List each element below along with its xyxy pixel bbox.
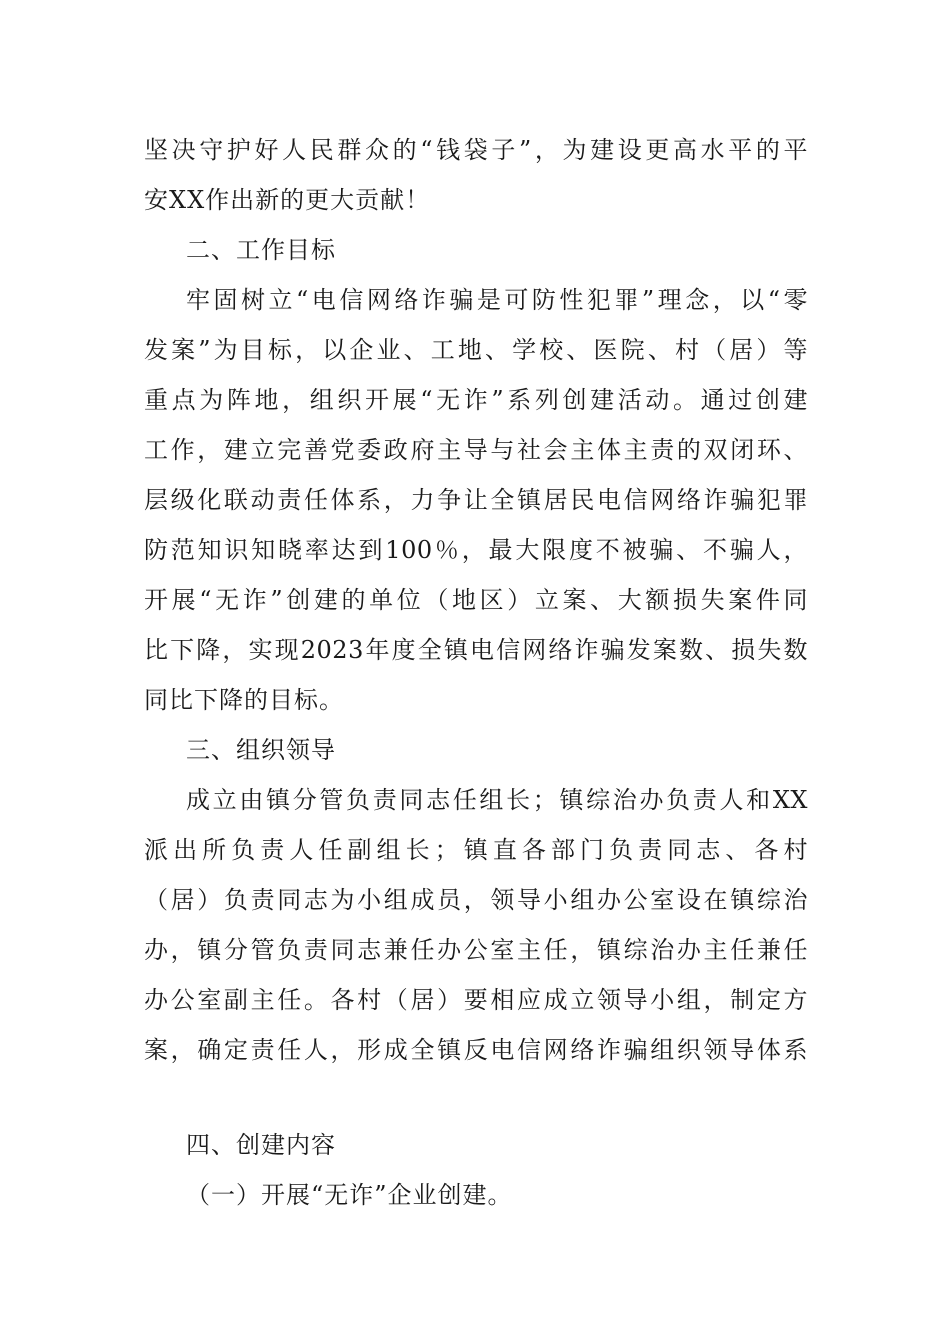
body-line: 发案”为目标，以企业、工地、学校、医院、村（居）等 xyxy=(144,336,808,364)
body-line: 坚决守护好人民群众的“钱袋子”，为建设更高水平的平 xyxy=(144,136,808,164)
body-line: 防范知识知晓率达到100％，最大限度不被骗、不骗人， xyxy=(144,536,808,564)
body-line: 牢固树立“电信网络诈骗是可防性犯罪”理念，以“零 xyxy=(186,286,808,314)
section-heading-goals: 二、工作目标 xyxy=(186,236,336,264)
body-line: 办，镇分管负责同志兼任办公室主任，镇综治办主任兼任 xyxy=(144,936,808,964)
body-line: 安XX作出新的更大贡献！ xyxy=(144,186,431,214)
body-line: 办公室副主任。各村（居）要相应成立领导小组，制定方 xyxy=(144,986,808,1014)
body-line: 开展“无诈”创建的单位（地区）立案、大额损失案件同 xyxy=(144,586,808,614)
body-line: 重点为阵地，组织开展“无诈”系列创建活动。通过创建 xyxy=(144,386,808,414)
body-line: 工作，建立完善党委政府主导与社会主体主责的双闭环、 xyxy=(144,436,808,464)
body-line: 层级化联动责任体系，力争让全镇居民电信网络诈骗犯罪 xyxy=(144,486,808,514)
body-line: （居）负责同志为小组成员，领导小组办公室设在镇综治 xyxy=(144,886,808,914)
body-line: 比下降，实现2023年度全镇电信网络诈骗发案数、损失数 xyxy=(144,636,808,664)
subsection-heading: （一）开展“无诈”企业创建。 xyxy=(186,1181,513,1209)
body-line: 案，确定责任人，形成全镇反电信网络诈骗组织领导体系 xyxy=(144,1036,808,1064)
section-heading-content: 四、创建内容 xyxy=(186,1131,336,1159)
body-line: 同比下降的目标。 xyxy=(144,686,344,714)
section-heading-leadership: 三、组织领导 xyxy=(186,736,336,764)
body-line: 派出所负责人任副组长；镇直各部门负责同志、各村 xyxy=(144,836,808,864)
body-line: 成立由镇分管负责同志任组长；镇综治办负责人和XX xyxy=(186,786,808,814)
